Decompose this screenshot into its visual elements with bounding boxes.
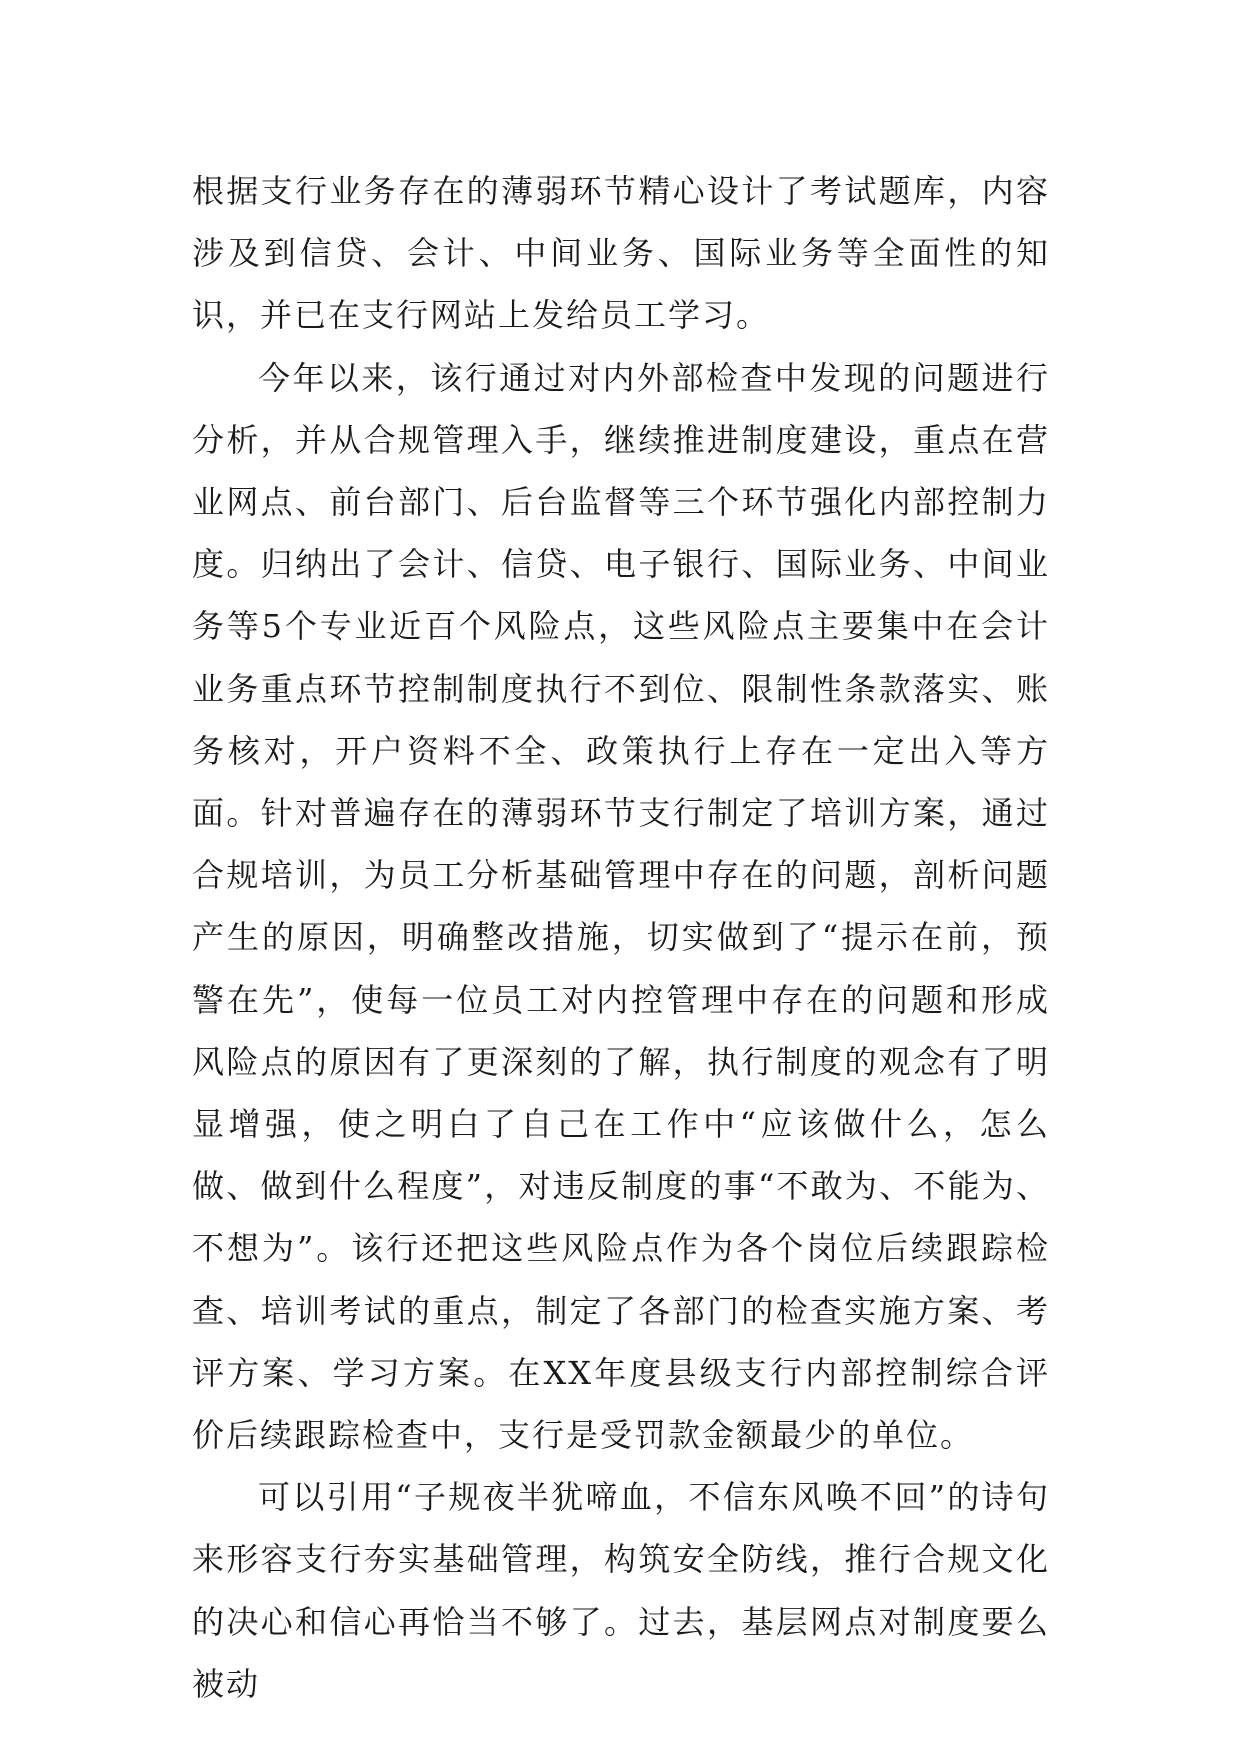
paragraph-1: 根据支行业务存在的薄弱环节精心设计了考试题库，内容涉及到信贷、会计、中间业务、国际业务等全面性的知识，并已在支行网站上发给员工学习。 xyxy=(192,172,1050,335)
paragraph-3: 可以引用“子规夜半犹啼血，不信东风唤不回”的诗句来形容支行夯实基础管理，构筑安全防线，推行合规文化的决心和信心再恰当不够了。过去，基层网点对制度要么被动 xyxy=(192,1478,1050,1703)
paragraph-2: 今年以来，该行通过对内外部检查中发现的问题进行分析，并从合规管理入手，继续推进制度建设，重点在营业网点、前台部门、后台监督等三个环节强化内部控制力度。归纳出了会计、信贷、电子银行、国际业务、中间业务等5个专业近百个风险点，这些风险点主要集中在会计业务重点环节控制制度执行不到位、限制性条款落实、账务核对，开户资料不全、政策执行上存在一定出入等方面。针对普遍存在的薄弱环节支行制定了培训方案，通过合规培训，为员工分析基础管理中存在的问题，剖析问题产生的原因，明确整改措施，切实做到了“提示在前，预警在先”，使每一位员工对内控管理中存在的问题和形成风险点的原因有了更深刻的了解，执行制度的观念有了明显增强，使之明白了自己在工作中“应该做什么，怎么做、做到什么程度”，对违反制度的事“不敢为、不能为、不想为”。该行还把这些风险点作为各个岗位后续跟踪检查、培训考试的重点，制定了各部门的检查实施方案、考评方案、学习方案。在XX年度县级支行内部控制综合评价后续跟踪检查中，支行是受罚款金额最少的单位。 xyxy=(192,358,1050,1455)
body-text xyxy=(192,160,1050,1715)
